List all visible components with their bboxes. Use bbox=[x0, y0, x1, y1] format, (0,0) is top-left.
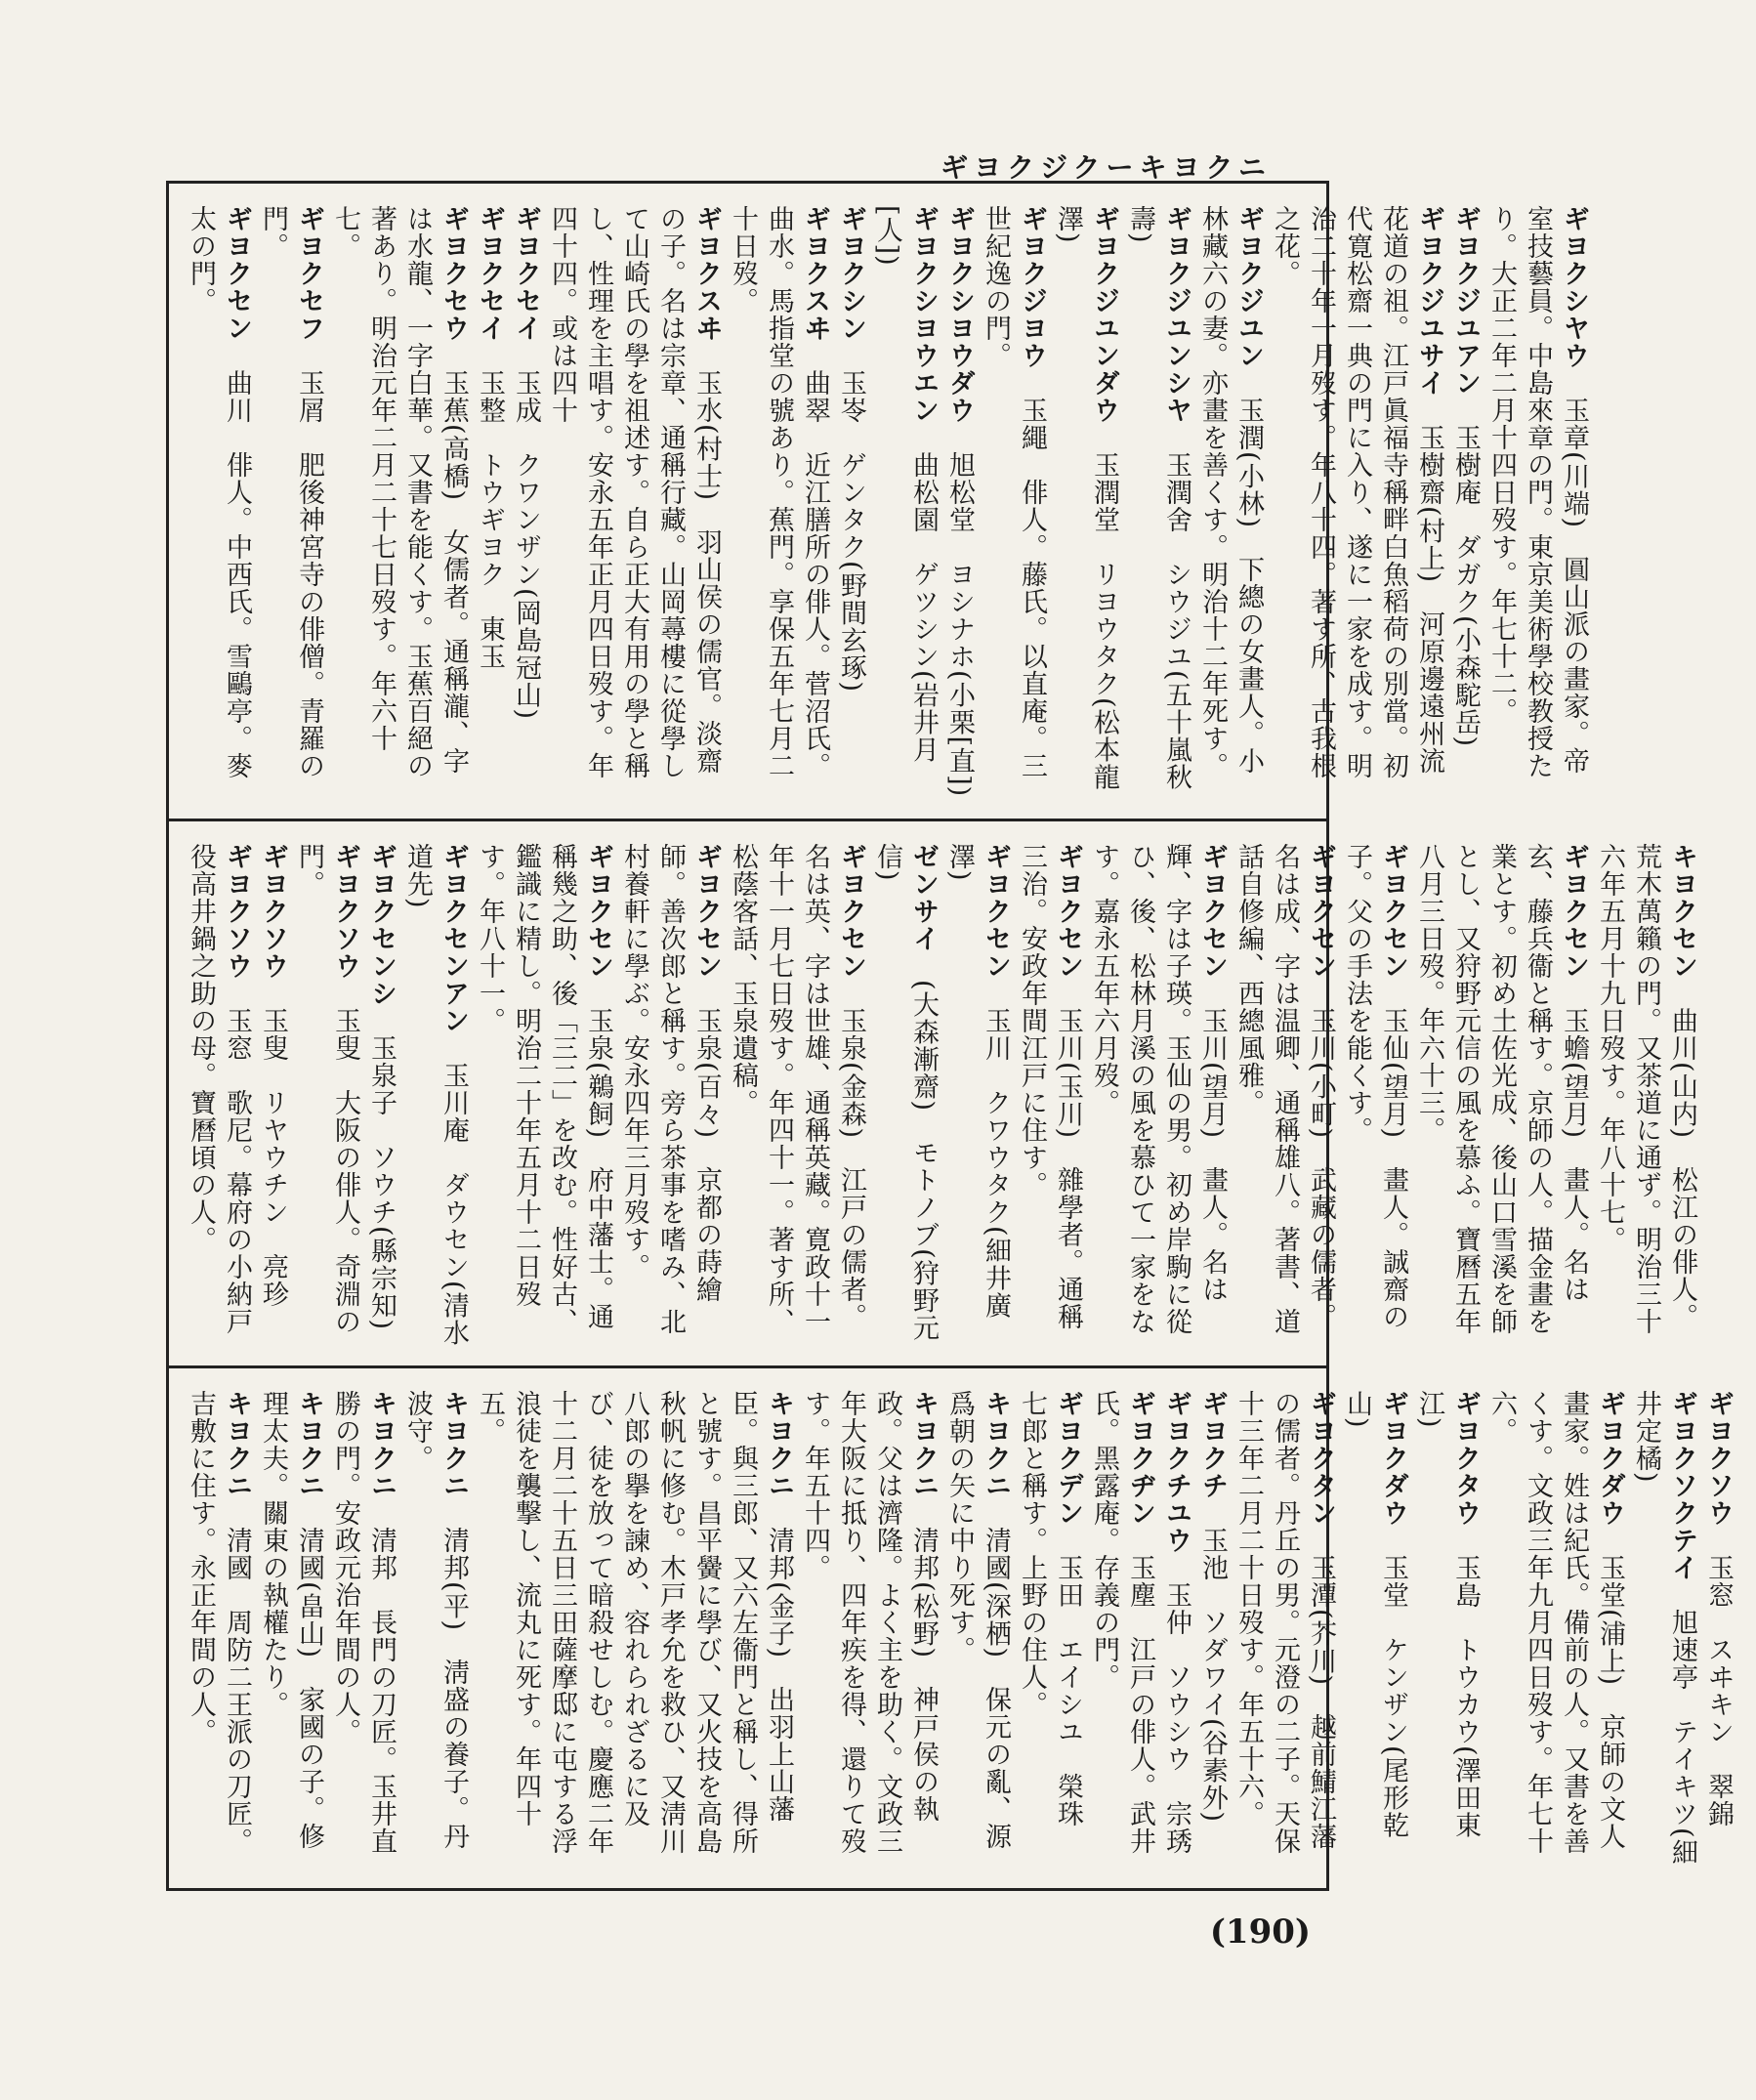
entry-headword: ギヨクジユンダウ bbox=[1089, 205, 1119, 424]
entry-text: 玉繩 俳人。藤氏。以直庵。三世紀逸の門。 bbox=[981, 205, 1047, 779]
entry-text: 玉川(玉川) 雜學者。通稱三治。安政年間江戸に住す。 bbox=[1017, 843, 1083, 1331]
dictionary-entry bbox=[1194, 205, 1267, 801]
dictionary-entry bbox=[399, 843, 472, 1351]
dictionary-entry bbox=[1484, 205, 1592, 801]
entry-text: 玉池 ソダワイ(谷素外) bbox=[1197, 1499, 1228, 1824]
dictionary-entry bbox=[1592, 843, 1700, 1351]
entry-headword: ギヨクセン bbox=[1559, 843, 1589, 980]
entry-text: 玉仙(望月) 畫人。誠齋の子。父の手法を能くす。 bbox=[1342, 843, 1408, 1331]
entry-headword: ギヨクソクテイ bbox=[1667, 1390, 1697, 1581]
entry-headword: キヨクニ bbox=[764, 1390, 794, 1499]
dictionary-entry bbox=[1411, 843, 1592, 1351]
entry-text: 清國(畠山) 家國の子。修理太夫。關東の執權たり。 bbox=[258, 1390, 324, 1851]
entry-text: 玉島 トウカウ(澤田東江) bbox=[1414, 1390, 1481, 1839]
entry-headword: ギヨクスヰ bbox=[691, 205, 722, 342]
entry-headword: ギヨクセン bbox=[222, 205, 252, 342]
entry-headword: ギヨクソウ bbox=[330, 843, 360, 980]
band-middle bbox=[169, 819, 1697, 1368]
entry-text: 玉叟 リヤウチン 亮珍 bbox=[258, 980, 288, 1308]
entry-headword: ギヨクジユンシヤ bbox=[1161, 205, 1192, 424]
entry-headword: ギヨクチ bbox=[1197, 1390, 1228, 1499]
dictionary-entry bbox=[291, 843, 363, 1351]
entry-headword: ギヨクタン bbox=[1306, 1390, 1336, 1527]
entry-text: 曲川(山内) 松江の俳人。荒木萬籟の門。又茶道に通ず。明治三十六年五月十九日歿す。年八十七。 bbox=[1595, 843, 1697, 1335]
dictionary-entry bbox=[941, 843, 1014, 1351]
dictionary-entry bbox=[1628, 1390, 1700, 1873]
entry-headword: キヨクニ bbox=[981, 1390, 1011, 1499]
entry-text: 清國 周防二王派の刀匠。吉敷に住す。永正年間の人。 bbox=[186, 1390, 252, 1855]
entry-text: 玉章(川端) 圓山派の畫家。帝室技藝員。中島來章の門。東京美術學校教授たり。大正二年二月十四日歿す。年七十二。 bbox=[1486, 205, 1589, 779]
entry-headword: ギヨクセウ bbox=[439, 205, 469, 342]
dictionary-entry bbox=[1086, 843, 1231, 1351]
entry-headword: ギヨクヂン bbox=[1125, 1390, 1155, 1527]
entry-headword: ギヨクセン bbox=[981, 843, 1011, 980]
entry-headword: ギヨクセイ bbox=[475, 205, 505, 342]
dictionary-entry bbox=[327, 205, 472, 801]
entry-column bbox=[169, 821, 1720, 1368]
dictionary-entry bbox=[183, 1390, 255, 1873]
entry-headword: ギヨクジヨウ bbox=[1017, 205, 1047, 369]
entry-text: 清邦(松野) 神戸侯の執政。父は濟隆。よく主を助く。文政三年大阪に抵り、四年疾を得、還りて歿す。年五十四。 bbox=[800, 1390, 939, 1855]
entry-text: 玉整 トウギヨク 東玉 bbox=[475, 342, 505, 670]
entry-text: 旭速亭 テイキツ(細井定橘) bbox=[1631, 1390, 1697, 1867]
dictionary-entry bbox=[1447, 205, 1484, 801]
entry-text: 玉堂(浦上) 京師の文人畫家。姓は紀氏。備前の人。又書を善くす。文政三年九月四日歿す。年七十六。 bbox=[1486, 1390, 1625, 1855]
entry-headword: ギヨクセン bbox=[1306, 843, 1336, 980]
dictionary-entry bbox=[399, 1390, 472, 1873]
entry-headword: キヨクニ bbox=[439, 1390, 469, 1499]
entry-text: 清國(深栖) 保元の亂、源爲朝の矢に中り死す。 bbox=[944, 1390, 1011, 1851]
entry-text: 清邦 長門の刀匠。玉井直勝の門。安政元治年間の人。 bbox=[330, 1390, 397, 1855]
entry-text: 玉蟾(望月) 畫人。名は玄、藤兵衞と稱す。京師の人。描金畫を業とす。初め土佐光成、後山口雪溪を師とし、又狩野元信の風を慕ふ。寶曆五年八月三日歿。年六十三。 bbox=[1414, 843, 1589, 1335]
dictionary-entry bbox=[544, 205, 725, 801]
entry-headword: ゼンサイ bbox=[908, 843, 939, 952]
dictionary-entry bbox=[1050, 205, 1122, 801]
entry-headword: ギヨクダウ bbox=[1378, 1390, 1408, 1527]
entry-headword: ギヨクジユサイ bbox=[1414, 205, 1444, 397]
entry-text: 玉潤堂 リヨウタク(松本龍澤) bbox=[1053, 205, 1119, 791]
dictionary-entry bbox=[255, 843, 291, 1351]
dictionary-entry bbox=[183, 205, 255, 801]
dictionary-entry bbox=[1122, 205, 1194, 801]
entry-headword: ギヨクソウ bbox=[258, 843, 288, 980]
band-bottom bbox=[169, 1365, 1734, 1891]
dictionary-entry bbox=[616, 843, 725, 1351]
entry-text: 玉蕉(高橋) 女儒者。通稱瀧、字は水龍、一字白華。又書を能くす。玉蕉百絕の著あり。明治元年二月二十七日歿す。年六十七。 bbox=[330, 205, 469, 779]
band-top bbox=[169, 184, 1589, 819]
dictionary-entry bbox=[941, 205, 978, 801]
dictionary-entry bbox=[869, 205, 941, 801]
entry-text: 玉樹庵 ダガク(小森駝岳) bbox=[1450, 397, 1481, 748]
entry-headword: ギヨクシヨウエン bbox=[908, 205, 939, 424]
dictionary-entry bbox=[797, 1390, 941, 1873]
dictionary-entry bbox=[363, 843, 399, 1351]
running-head: ギヨクジクーキヨクニ bbox=[941, 151, 1272, 184]
entry-headword: ギヨクセン bbox=[1053, 843, 1083, 980]
dictionary-entry bbox=[978, 205, 1050, 801]
entry-headword: キヨクニ bbox=[222, 1390, 252, 1499]
dictionary-entry bbox=[1267, 205, 1447, 801]
dictionary-frame bbox=[166, 181, 1734, 1891]
entry-text: 曲翠 近江膳所の俳人。菅沼氏。曲水。馬指堂の號あり。蕉門。享保五年七月二十日歿。 bbox=[728, 205, 830, 779]
entry-text: 玉泉(金森) 江戸の儒者。名は英、字は世雄、通稱英藏。寛政十一年十一月七日歿す。年四十一。著す所、松蔭客話、玉泉遺稿。 bbox=[728, 843, 866, 1335]
entry-headword: ギヨクタウ bbox=[1450, 1390, 1481, 1527]
entry-text: 玉泉(百々) 京都の蒔繪師。善次郎と稱す。旁ら茶事を嗜み、北村養軒に學ぶ。安永四年三月歿す。 bbox=[619, 843, 722, 1335]
entry-headword: キヨクニ bbox=[908, 1390, 939, 1499]
dictionary-entry bbox=[255, 1390, 327, 1873]
entry-text: 玉潤舍 シウジユ(五十嵐秋壽) bbox=[1125, 205, 1192, 791]
entry-text: 玉叟 大阪の俳人。奇淵の門。 bbox=[294, 843, 360, 1335]
dictionary-entry bbox=[725, 843, 869, 1351]
entry-text: 玉潤(小林) 下總の女畫人。小林藏六の妻。亦畫を善くす。明治十二年死す。 bbox=[1197, 205, 1264, 779]
entry-headword: ギヨクシヨウダウ bbox=[944, 205, 975, 424]
dictionary-entry bbox=[869, 843, 941, 1351]
entry-headword: ギヨクセン bbox=[583, 843, 613, 980]
dictionary-entry bbox=[1014, 843, 1086, 1351]
entry-text: 玉泉(鵜飼) 府中藩士。通稱幾之助、後「三二」を改む。性好古、鑑識に精し。明治二十年五月十二日歿す。年八十一。 bbox=[475, 843, 613, 1335]
dictionary-entry bbox=[1231, 843, 1339, 1351]
entry-headword: ギヨクセン bbox=[1378, 843, 1408, 980]
entry-headword: ギヨクセン bbox=[836, 843, 866, 980]
entry-text: 玉堂 ケンザン(尾形乾山) bbox=[1342, 1390, 1408, 1839]
dictionary-entry bbox=[1086, 1390, 1158, 1873]
dictionary-entry bbox=[1339, 1390, 1411, 1873]
entry-headword: ギヨクシン bbox=[836, 205, 866, 342]
entry-text: 玉川(望月) 畫人。名は輝、字は子瑛。玉仙の男。初め岸駒に從ひ、後、松林月溪の風を慕ひて一家をなす。嘉永五年六月歿。 bbox=[1089, 843, 1228, 1335]
entry-headword: ギヨクソウ bbox=[1703, 1390, 1734, 1527]
entry-text: 玉川(小町) 武藏の儒者。名は成、字は温卿、通稱雄八。著書、道話自修編、西總風雅。 bbox=[1233, 843, 1336, 1335]
entry-text: 曲松園 ゲツシン(岩井月[人]) bbox=[872, 205, 939, 764]
entry-text: 玉潭(芥川) 越前鯖江藩の儒者。丹丘の男。元澄の二子。天保十三年二月二十日歿す。年五十六。 bbox=[1233, 1390, 1336, 1855]
dictionary-entry bbox=[327, 1390, 399, 1873]
dictionary-entry bbox=[1158, 1390, 1194, 1873]
entry-text: 玉田 エイシユ 榮珠 七郎と稱す。上野の住人。 bbox=[1017, 1390, 1083, 1855]
dictionary-entry bbox=[1194, 1390, 1231, 1873]
dictionary-entry bbox=[1014, 1390, 1086, 1873]
dictionary-entry bbox=[1700, 1390, 1736, 1873]
entry-headword: ギヨクセン bbox=[691, 843, 722, 980]
entry-text: 玉樹齋(村上) 河原邊遠州流花道の祖。江戸眞福寺稱畔白魚稻荷の別當。初代寛松齋一典の門に入り、遂に一家を成す。明治二十年一月歿す。年八十四。著す所、古我根之花。 bbox=[1270, 205, 1444, 779]
entry-text: (大森漸齋) モトノブ(狩野元信) bbox=[872, 843, 939, 1342]
dictionary-entry bbox=[255, 205, 327, 801]
entry-headword: ギヨクセフ bbox=[294, 205, 324, 342]
entry-text: 曲川 俳人。中西氏。雪鷗亭。麥太の門。 bbox=[186, 205, 252, 779]
entry-headword: ギヨクチユウ bbox=[1161, 1390, 1192, 1554]
entry-headword: ギヨクソウ bbox=[222, 843, 252, 980]
page-number: (190) bbox=[1209, 1912, 1311, 1952]
entry-headword: キヨクセン bbox=[1667, 843, 1697, 980]
entry-text: 玉屑 肥後神宮寺の俳僧。青羅の門。 bbox=[258, 205, 324, 779]
entry-text: 玉川庵 ダウセン(清水道先) bbox=[402, 843, 469, 1347]
entry-column bbox=[169, 184, 1611, 819]
entry-headword: ギヨクセイ bbox=[511, 205, 541, 342]
entry-text: 玉泉子 ソウチ(縣宗知) bbox=[366, 1007, 397, 1331]
dictionary-entry bbox=[1231, 1390, 1339, 1873]
entry-text: 旭松堂 ヨシナホ(小栗[直]) bbox=[944, 424, 975, 798]
entry-text: 清邦(金子) 出羽上山藩臣。與三郎、又六左衞門と稱し、得所と號す。昌平黌に學び、又火技を高島秋帆に修む。木戸孝允を救ひ、又淸川八郎の擧を諫め、容れられざるに及び、徒を放って暗殺せしむ。慶應二年十二月二十五日三田薩摩邸に屯する浮浪徒を襲撃し、流丸に死す。年四十五。 bbox=[475, 1390, 794, 1855]
entry-text: 玉窓 歌尼。幕府の小納戸役高井鍋之助の母。寶曆頃の人。 bbox=[186, 843, 252, 1335]
entry-text: 玉仲 ソウシウ 宗琇 bbox=[1161, 1554, 1192, 1855]
dictionary-entry bbox=[941, 1390, 1014, 1873]
entry-text: 玉岺 ゲンタク(野間玄琢) bbox=[836, 342, 866, 693]
dictionary-entry bbox=[1339, 843, 1411, 1351]
entry-headword: キヨクニ bbox=[294, 1390, 324, 1499]
entry-headword: キヨクニ bbox=[366, 1390, 397, 1499]
dictionary-entry bbox=[508, 205, 544, 801]
entry-text: 玉塵 江戸の俳人。武井氏。黑露庵。存義の門。 bbox=[1089, 1390, 1155, 1855]
dictionary-entry bbox=[472, 1390, 797, 1873]
dictionary-entry bbox=[1411, 1390, 1484, 1873]
dictionary-entry bbox=[725, 205, 833, 801]
dictionary-entry bbox=[1484, 1390, 1628, 1873]
entry-headword: ギヨクジユン bbox=[1233, 205, 1264, 369]
dictionary-entry bbox=[183, 843, 255, 1351]
dictionary-entry bbox=[472, 843, 616, 1351]
dictionary-entry bbox=[833, 205, 869, 801]
entry-headword: ギヨクダウ bbox=[1595, 1390, 1625, 1527]
entry-text: 玉水(村士) 羽山侯の儒官。淡齋の子。名は宗章、通稱行藏。山岡蕁樓に從學して山崎氏の學を祖述す。自ら正大有用の學と稱し、性理を主唱す。安永五年正月四日歿す。年四十四。或は四十 bbox=[547, 205, 722, 779]
entry-column bbox=[169, 1368, 1756, 1891]
entry-headword: ギヨクセン bbox=[1197, 843, 1228, 980]
entry-headword: ギヨクスヰ bbox=[800, 205, 830, 342]
entry-text: 玉成 クワンザン(岡島冠山) bbox=[511, 342, 541, 721]
entry-text: 玉川 クワウタク(細井廣澤) bbox=[944, 843, 1011, 1320]
entry-text: 清邦(平) 淸盛の養子。丹波守。 bbox=[402, 1390, 469, 1851]
entry-text: 玉窓 スヰキン 翠錦 bbox=[1703, 1527, 1734, 1827]
entry-headword: ギヨクデン bbox=[1053, 1390, 1083, 1527]
dictionary-entry bbox=[472, 205, 508, 801]
entry-headword: ギヨクセンアン bbox=[439, 843, 469, 1034]
entry-headword: ギヨクセンシ bbox=[366, 843, 397, 1007]
entry-headword: ギヨクジユアン bbox=[1450, 205, 1481, 397]
entry-headword: ギヨクシヤウ bbox=[1559, 205, 1589, 369]
